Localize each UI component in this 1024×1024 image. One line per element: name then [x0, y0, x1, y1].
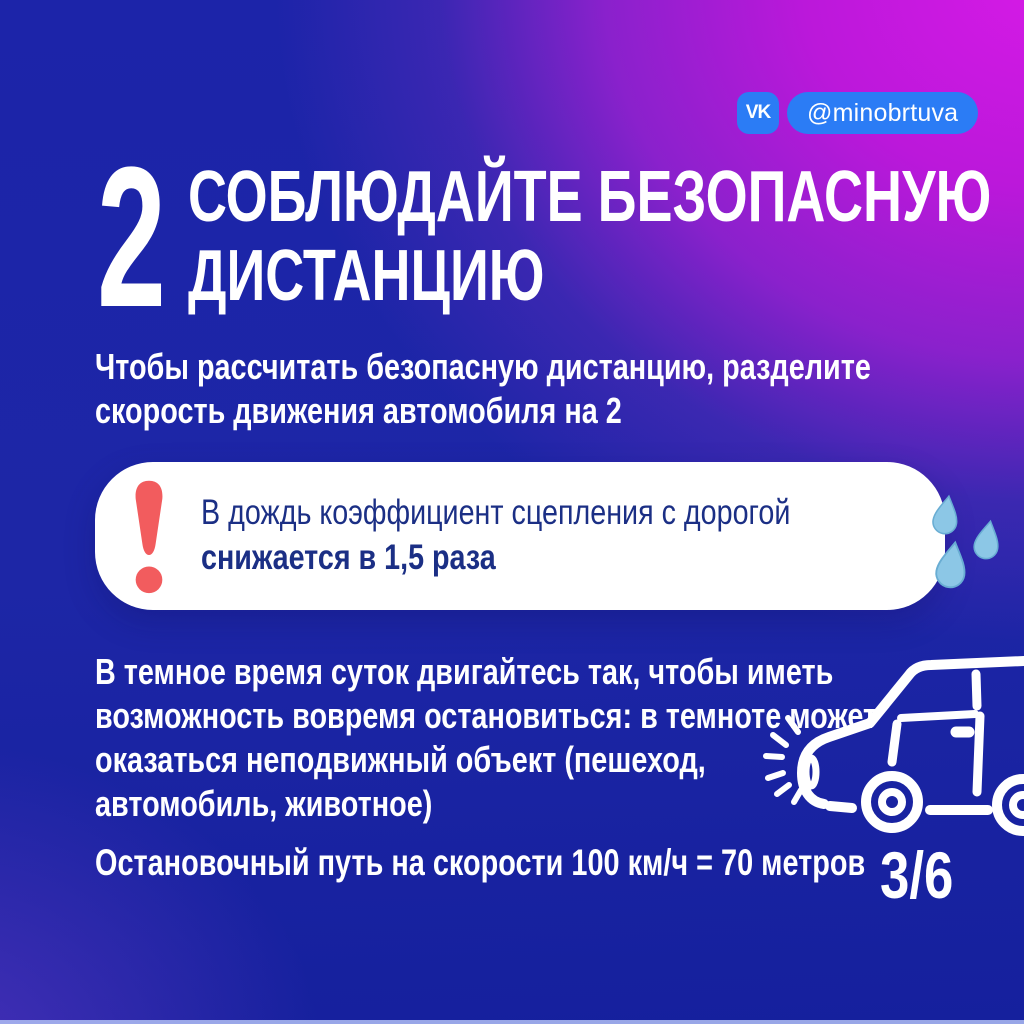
intro-line-1: Чтобы рассчитать безопасную дистанцию, разделите [95, 346, 871, 387]
vk-logo-icon[interactable] [737, 92, 779, 134]
raindrops-icon [920, 478, 1016, 594]
vk-handle-label: @minobrtuva [807, 98, 959, 127]
car-headlights-icon [760, 642, 1024, 847]
warning-text [201, 491, 790, 581]
exclamation-icon [123, 477, 175, 595]
intro-paragraph [95, 345, 871, 433]
warning-card [95, 462, 945, 610]
stopping-distance-stat: Остановочный путь на скорости 100 км/ч = 70 метров [95, 842, 866, 883]
intro-line-2: скорость движения автомобиля на 2 [95, 389, 622, 431]
page-title-line-2: ДИСТАНЦИЮ [188, 236, 545, 317]
page-title [188, 158, 991, 316]
night-line-1: В темное время суток двигайтесь так, чтобы иметь [95, 651, 834, 692]
night-line-4: автомобиль, животное) [95, 782, 433, 824]
bottom-edge-line [0, 1020, 1024, 1024]
vk-logo-label: VK [745, 102, 771, 123]
warning-line-regular: В дождь коэффициент сцепления с дорогой [201, 493, 791, 533]
night-line-3: оказаться неподвижный объект (пешеход, [95, 738, 706, 780]
page-title-line-1: СОБЛЮДАЙТЕ БЕЗОПАСНУЮ [188, 157, 992, 237]
warning-line-bold: снижается в 1,5 раза [201, 538, 496, 577]
vk-handle-badge[interactable] [787, 92, 978, 134]
page-indicator: 3/6 [880, 838, 954, 912]
night-line-2: возможность вовремя остановиться: в темноте может [95, 694, 878, 736]
step-number: 2 [97, 126, 166, 349]
